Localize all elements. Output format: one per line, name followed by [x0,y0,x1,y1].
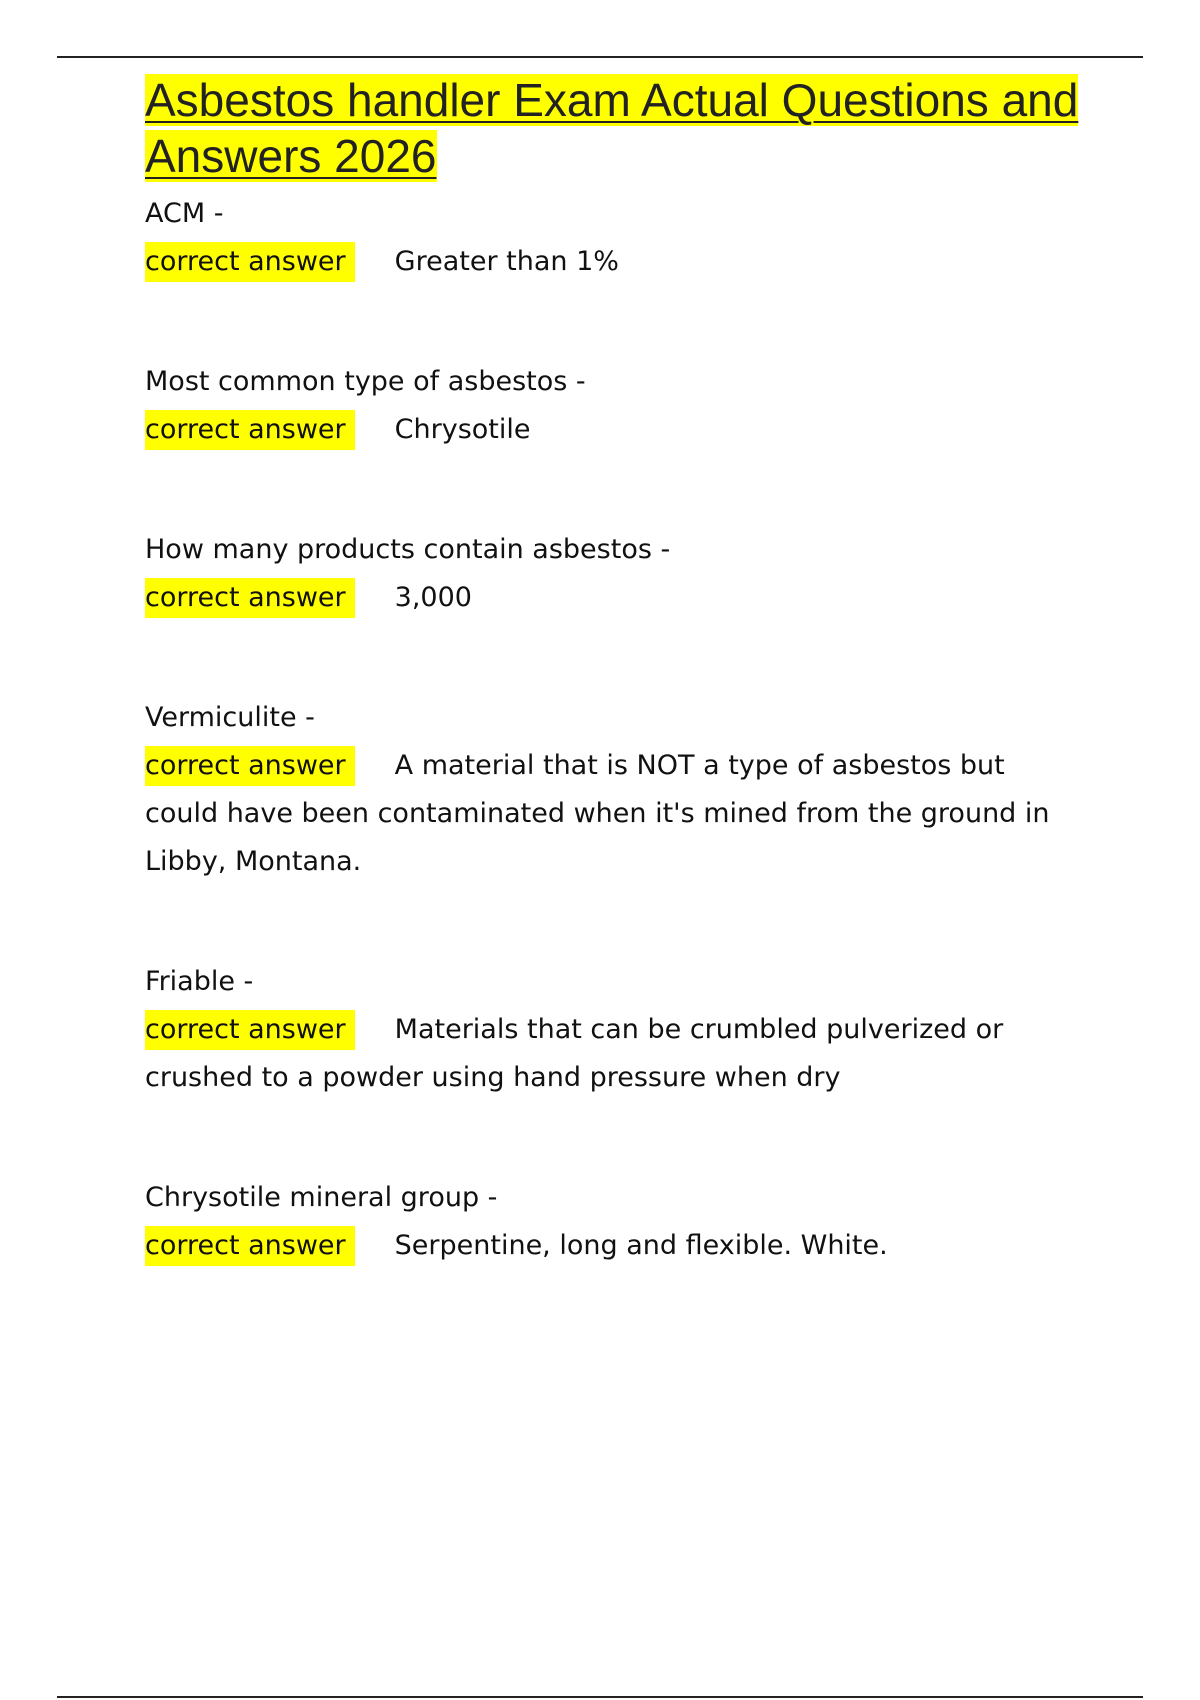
answer-line [145,574,1085,622]
answer-text: 3,000 [394,582,472,613]
answer-text: A material that is NOT a type of asbestos but could have been contaminated when it's mined from the ground in Libby, Montana. [145,750,1050,877]
question-text: Most common type of asbestos - [145,366,586,397]
answer-text: Materials that can be crumbled pulverized or crushed to a powder using hand pressure when dry [145,1014,1004,1093]
question-text: ACM - [145,198,224,229]
document-title-text: Asbestos handler Exam Actual Questions and Answers 2026 [145,74,1079,182]
correct-answer-label: correct answer [145,1226,355,1266]
question-text: Vermiculite - [145,702,315,733]
footer-rule [57,1696,1143,1698]
qa-item-product-count [145,526,1085,622]
correct-answer-label: correct answer [145,746,355,786]
question-text: How many products contain asbestos - [145,534,671,565]
answer-text: Greater than 1% [394,246,619,277]
correct-answer-label: correct answer [145,242,355,282]
correct-answer-label: correct answer [145,578,355,618]
answer-line [145,1006,1085,1102]
qa-item-acm [145,190,1085,286]
qa-item-common-type [145,358,1085,454]
answer-line [145,406,1085,454]
answer-line [145,1222,1085,1270]
correct-answer-label: correct answer [145,410,355,450]
answer-text: Serpentine, long and flexible. White. [394,1230,888,1261]
question-text: Chrysotile mineral group - [145,1182,498,1213]
answer-line [145,238,1085,286]
qa-item-mineral-group [145,1174,1085,1270]
question-text: Friable - [145,966,254,997]
answer-line [145,742,1085,886]
answer-text: Chrysotile [394,414,531,445]
qa-item-friable [145,958,1085,1102]
document-title [145,72,1085,184]
correct-answer-label: correct answer [145,1010,355,1050]
document-body [145,72,1085,1270]
header-rule [57,56,1143,58]
qa-item-vermiculite [145,694,1085,886]
